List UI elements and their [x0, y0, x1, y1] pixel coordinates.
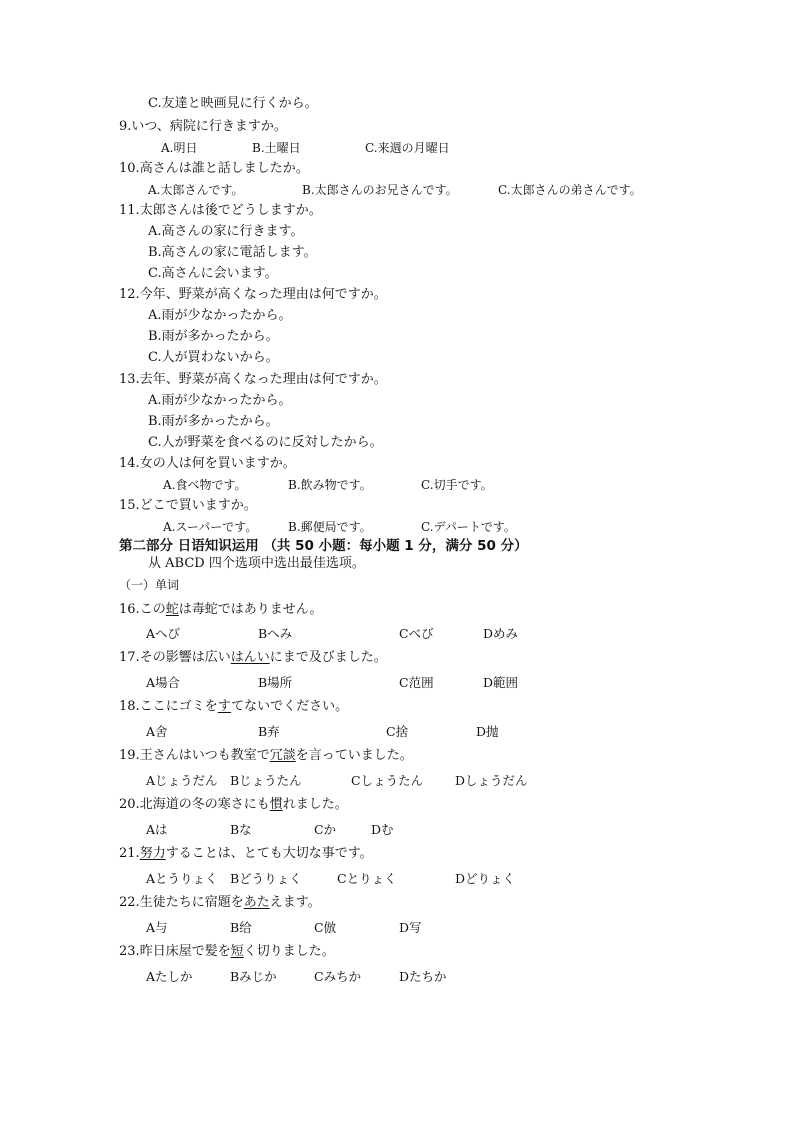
q15-number: 15.: [119, 498, 140, 513]
q22-underlined: あた: [243, 895, 270, 910]
q17-option-a: A場合: [146, 675, 181, 690]
q11-option-a: A.高さんの家に行きます。: [148, 224, 304, 239]
q22-option-b: B给: [230, 920, 252, 935]
q17-option-d: D範囲: [483, 675, 519, 690]
q16-stem: [119, 602, 323, 618]
q10-option-b: B.太郎さんのお兄さんです。: [302, 183, 458, 197]
q19-option-b: Bじょうたん: [230, 773, 302, 788]
q19-post: を言っていました。: [295, 748, 413, 763]
q19-option-a: Aじょうだん: [146, 773, 218, 788]
q21-underlined: 努力: [139, 846, 166, 861]
q22-number: 22.: [119, 895, 140, 910]
q16-post: は毒蛇ではありません。: [178, 602, 323, 617]
q11-option-c: C.高さんに会います。: [148, 266, 278, 281]
q14-stem: [119, 456, 296, 472]
q22-option-a: A与: [146, 920, 168, 935]
q20-option-d: Dむ: [371, 822, 394, 837]
q16-pre: この: [139, 602, 166, 617]
q20-underlined: 慣: [269, 797, 283, 812]
q21-option-c: Cとりょく: [337, 871, 397, 886]
q17-option-c: C范囲: [399, 675, 434, 690]
q17-post: にまで及びました。: [269, 650, 387, 665]
q17-underlined: はんい: [230, 650, 270, 665]
q23-option-b: Bみじか: [230, 969, 277, 984]
q16-option-b: Bへみ: [258, 626, 293, 641]
q15-stem: [119, 498, 257, 514]
part2-heading: 第二部分 日语知识运用 （共 50 小题：每小题 1 分，满分 50 分）: [119, 538, 528, 554]
q21-post: することは、とても大切な事です。: [165, 846, 373, 861]
q23-option-d: Dたちか: [399, 969, 447, 984]
q19-option-d: Dしょうだん: [455, 773, 528, 788]
q12-option-b: B.雨が多かったから。: [148, 329, 279, 344]
q16-option-c: Cべび: [399, 626, 434, 641]
q12-text: 今年、野菜が高くなった理由は何ですか。: [139, 287, 387, 302]
q21-number: 21.: [119, 846, 140, 861]
q17-number: 17.: [119, 650, 140, 665]
q16-option-a: Aへび: [146, 626, 181, 641]
q9-stem: [119, 119, 287, 135]
section-vocabulary: （一）单词: [119, 578, 180, 592]
q17-stem: [119, 650, 387, 666]
q10-option-a: A.太郎さんです。: [148, 183, 244, 197]
q12-number: 12.: [119, 287, 140, 302]
q9-text: いつ、病院に行きますか。: [131, 119, 287, 134]
q14-option-c: C.切手です。: [421, 478, 493, 492]
q23-option-a: Aたしか: [146, 969, 193, 984]
q16-underlined: 蛇: [165, 602, 179, 617]
q22-option-d: D写: [399, 920, 422, 935]
q23-underlined: 短: [230, 944, 244, 959]
q16-option-d: Dめみ: [483, 626, 519, 641]
q15-option-a: A.スーパーです。: [163, 520, 258, 534]
q20-option-a: Aは: [146, 822, 168, 837]
q9-option-c: C.来週の月曜日: [365, 141, 450, 155]
q10-number: 10.: [119, 161, 140, 176]
q21-option-d: Dどりょく: [455, 871, 516, 886]
q23-stem: [119, 944, 335, 960]
q15-text: どこで買いますか。: [139, 498, 257, 513]
q13-stem: [119, 372, 387, 388]
q18-stem: [119, 699, 348, 715]
q14-text: 女の人は何を買いますか。: [139, 456, 296, 471]
q12-option-a: A.雨が少なかったから。: [148, 308, 292, 323]
q17-option-b: B場所: [258, 675, 293, 690]
q15-option-c: C.デパートです。: [421, 520, 516, 534]
q21-stem: [119, 846, 373, 862]
q22-post: えます。: [269, 895, 321, 910]
q23-option-c: Cみちか: [314, 969, 362, 984]
q23-post: く切りました。: [243, 944, 335, 959]
q19-pre: 王さんはいつも教室で: [139, 748, 270, 763]
q10-stem: [119, 161, 309, 177]
q20-option-b: Bな: [230, 822, 252, 837]
q10-option-c: C.太郎さんの弟さんです。: [498, 183, 642, 197]
part2-instruction: 从 ABCD 四个选项中选出最佳选项。: [148, 556, 365, 571]
q11-stem: [119, 203, 322, 219]
q17-pre: その影響は広い: [139, 650, 231, 665]
q20-option-c: Cか: [314, 822, 337, 837]
q14-option-b: B.飲み物です。: [288, 478, 372, 492]
q13-text: 去年、野菜が高くなった理由は何ですか。: [139, 372, 387, 387]
q9-number: 9.: [119, 119, 132, 134]
q19-number: 19.: [119, 748, 140, 763]
q15-option-b: B.郵便局です。: [288, 520, 372, 534]
q21-option-a: Aとうりょく: [146, 871, 218, 886]
q13-option-c: C.人が野菜を食べるのに反対したから。: [148, 435, 383, 450]
q14-number: 14.: [119, 456, 140, 471]
q19-stem: [119, 748, 413, 764]
q20-pre: 北海道の冬の寒さにも: [139, 797, 270, 812]
q23-number: 23.: [119, 944, 140, 959]
q22-stem: [119, 895, 321, 911]
q20-stem: [119, 797, 348, 813]
q11-option-b: B.高さんの家に電話します。: [148, 245, 317, 260]
q12-option-c: C.人が買わないから。: [148, 350, 279, 365]
q18-option-b: B弃: [258, 724, 280, 739]
q22-pre: 生徒たちに宿題を: [139, 895, 244, 910]
q22-option-c: C倣: [314, 920, 337, 935]
q18-option-a: A舍: [146, 724, 168, 739]
q12-stem: [119, 287, 387, 303]
q13-option-a: A.雨が少なかったから。: [148, 393, 292, 408]
q21-option-b: Bどうりょく: [230, 871, 302, 886]
q20-number: 20.: [119, 797, 140, 812]
q13-option-b: B.雨が多かったから。: [148, 414, 279, 429]
q18-pre: ここにゴミを: [139, 699, 218, 714]
q16-number: 16.: [119, 602, 140, 617]
q11-text: 太郎さんは後でどうしますか。: [139, 203, 322, 218]
q9-option-b: B.土曜日: [252, 141, 301, 155]
q19-option-c: Cしょうたん: [351, 773, 424, 788]
q20-post: れました。: [282, 797, 348, 812]
q19-underlined: 冗談: [269, 748, 296, 763]
q8-option-c: C.友達と映画見に行くから。: [148, 96, 318, 111]
q14-option-a: A.食べ物です。: [163, 478, 247, 492]
q18-post: てないでください。: [231, 699, 349, 714]
q10-text: 高さんは誰と話しましたか。: [139, 161, 309, 176]
q18-option-c: C捨: [386, 724, 409, 739]
q18-option-d: D抛: [476, 724, 499, 739]
q18-number: 18.: [119, 699, 140, 714]
q9-option-a: A.明日: [161, 141, 198, 155]
q23-pre: 昨日床屋で髪を: [139, 944, 231, 959]
q13-number: 13.: [119, 372, 140, 387]
q11-number: 11.: [119, 203, 140, 218]
q18-underlined: す: [217, 699, 232, 714]
